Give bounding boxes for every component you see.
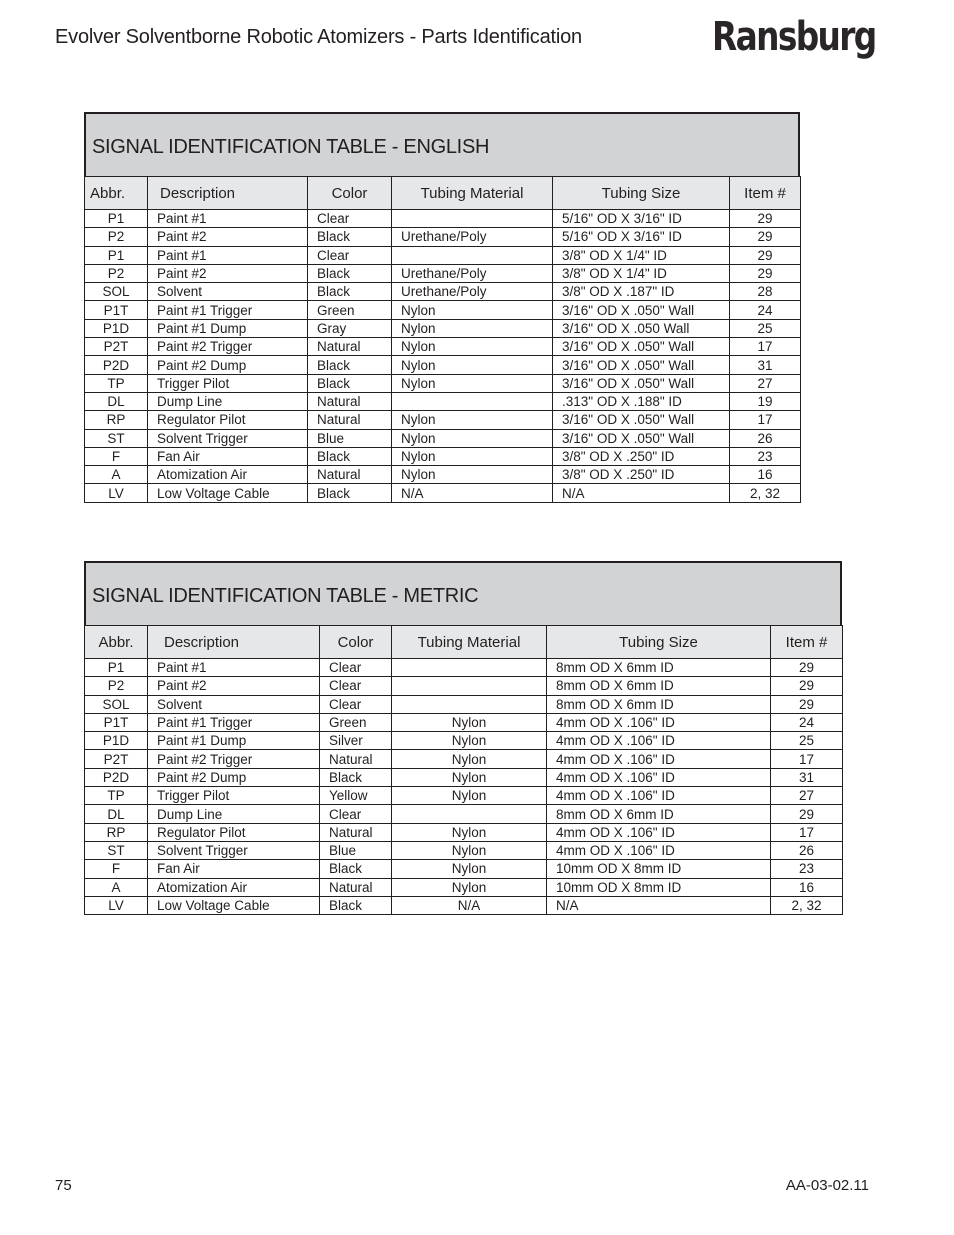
cell-tubing-material (392, 246, 553, 264)
cell-item-number: 23 (771, 860, 843, 878)
cell-tubing-size: 3/8" OD X 1/4" ID (553, 246, 730, 264)
table-row (85, 429, 801, 447)
table-row (85, 466, 801, 484)
table-row (85, 319, 801, 337)
table-row (85, 411, 801, 429)
cell-color: Clear (320, 659, 392, 677)
cell-abbr: SOL (85, 695, 148, 713)
cell-tubing-size: 4mm OD X .106" ID (547, 823, 771, 841)
table-row (85, 677, 843, 695)
cell-abbr: P2D (85, 768, 148, 786)
cell-item-number: 26 (771, 841, 843, 859)
cell-abbr: F (85, 860, 148, 878)
cell-color: Natural (308, 392, 392, 410)
cell-tubing-size: 3/8" OD X .187" ID (553, 283, 730, 301)
cell-color: Clear (320, 677, 392, 695)
cell-description: Paint #2 Trigger (148, 338, 308, 356)
cell-color: Black (308, 374, 392, 392)
cell-description: Paint #1 (148, 246, 308, 264)
cell-item-number: 26 (730, 429, 801, 447)
table-row (85, 768, 843, 786)
cell-description: Paint #1 Dump (148, 732, 320, 750)
header-color: Color (308, 177, 392, 210)
english-table-title: SIGNAL IDENTIFICATION TABLE - ENGLISH (84, 112, 800, 178)
cell-color: Black (320, 896, 392, 914)
cell-abbr: ST (85, 429, 148, 447)
cell-tubing-size: 3/8" OD X 1/4" ID (553, 264, 730, 282)
cell-item-number: 29 (730, 210, 801, 228)
cell-color: Natural (308, 466, 392, 484)
cell-tubing-material: Nylon (392, 768, 547, 786)
cell-description: Dump Line (148, 805, 320, 823)
metric-signal-table (84, 561, 842, 915)
cell-tubing-size: 3/16" OD X .050" Wall (553, 338, 730, 356)
cell-abbr: F (85, 447, 148, 465)
cell-description: Paint #1 (148, 210, 308, 228)
table-row (85, 392, 801, 410)
table-row (85, 374, 801, 392)
cell-tubing-size: 8mm OD X 6mm ID (547, 677, 771, 695)
cell-tubing-material: Nylon (392, 374, 553, 392)
cell-color: Black (308, 283, 392, 301)
table-row (85, 210, 801, 228)
cell-abbr: P1 (85, 659, 148, 677)
cell-tubing-material: Nylon (392, 860, 547, 878)
cell-tubing-size: .313" OD X .188" ID (553, 392, 730, 410)
cell-tubing-material: Urethane/Poly (392, 228, 553, 246)
cell-tubing-size: 3/16" OD X .050" Wall (553, 429, 730, 447)
header-description: Description (148, 626, 320, 659)
cell-item-number: 29 (730, 246, 801, 264)
header-item-number: Item # (771, 626, 843, 659)
cell-description: Solvent Trigger (148, 841, 320, 859)
table-row (85, 860, 843, 878)
cell-color: Clear (308, 246, 392, 264)
table-row (85, 713, 843, 731)
cell-color: Green (308, 301, 392, 319)
cell-tubing-size: N/A (547, 896, 771, 914)
cell-tubing-material: Nylon (392, 356, 553, 374)
cell-tubing-size: 10mm OD X 8mm ID (547, 860, 771, 878)
cell-description: Regulator Pilot (148, 823, 320, 841)
table-row (85, 823, 843, 841)
cell-abbr: P1D (85, 732, 148, 750)
cell-abbr: P1T (85, 713, 148, 731)
cell-tubing-material: Nylon (392, 319, 553, 337)
cell-tubing-material: Nylon (392, 841, 547, 859)
cell-abbr: A (85, 878, 148, 896)
cell-item-number: 29 (730, 228, 801, 246)
cell-tubing-size: 4mm OD X .106" ID (547, 713, 771, 731)
cell-item-number: 2, 32 (771, 896, 843, 914)
cell-abbr: P1 (85, 210, 148, 228)
cell-tubing-material (392, 392, 553, 410)
cell-tubing-material: Nylon (392, 466, 553, 484)
cell-tubing-size: 10mm OD X 8mm ID (547, 878, 771, 896)
cell-tubing-size: 4mm OD X .106" ID (547, 841, 771, 859)
cell-color: Black (308, 447, 392, 465)
cell-abbr: LV (85, 896, 148, 914)
cell-tubing-size: 4mm OD X .106" ID (547, 732, 771, 750)
cell-abbr: DL (85, 805, 148, 823)
cell-tubing-material: Nylon (392, 447, 553, 465)
table-row (85, 659, 843, 677)
cell-description: Atomization Air (148, 878, 320, 896)
header-description: Description (148, 177, 308, 210)
table-row (85, 228, 801, 246)
cell-item-number: 17 (771, 823, 843, 841)
cell-abbr: P2 (85, 677, 148, 695)
metric-table-grid (84, 625, 843, 915)
cell-description: Low Voltage Cable (148, 896, 320, 914)
cell-tubing-size: 4mm OD X .106" ID (547, 787, 771, 805)
cell-description: Solvent Trigger (148, 429, 308, 447)
cell-color: Natural (320, 878, 392, 896)
table-row (85, 750, 843, 768)
cell-description: Paint #1 Dump (148, 319, 308, 337)
table-row (85, 447, 801, 465)
metric-table-title: SIGNAL IDENTIFICATION TABLE - METRIC (84, 561, 842, 627)
cell-item-number: 17 (730, 411, 801, 429)
cell-tubing-material: N/A (392, 484, 553, 502)
cell-description: Paint #1 Trigger (148, 301, 308, 319)
cell-tubing-size: 3/16" OD X .050" Wall (553, 356, 730, 374)
cell-description: Paint #2 (148, 264, 308, 282)
cell-abbr: P2T (85, 338, 148, 356)
cell-tubing-size: N/A (553, 484, 730, 502)
cell-color: Black (308, 264, 392, 282)
cell-tubing-material: Nylon (392, 338, 553, 356)
cell-tubing-material (392, 677, 547, 695)
table-row (85, 841, 843, 859)
header-abbr: Abbr. (85, 177, 148, 210)
cell-item-number: 28 (730, 283, 801, 301)
cell-item-number: 29 (771, 659, 843, 677)
cell-item-number: 17 (730, 338, 801, 356)
cell-abbr: SOL (85, 283, 148, 301)
cell-tubing-size: 3/8" OD X .250" ID (553, 447, 730, 465)
cell-tubing-size: 3/8" OD X .250" ID (553, 466, 730, 484)
header-tubing-material: Tubing Material (392, 626, 547, 659)
cell-color: Natural (320, 750, 392, 768)
cell-tubing-material (392, 210, 553, 228)
cell-description: Paint #2 Trigger (148, 750, 320, 768)
ransburg-logo: Ransburg (712, 14, 876, 60)
cell-description: Solvent (148, 283, 308, 301)
cell-description: Low Voltage Cable (148, 484, 308, 502)
header-abbr: Abbr. (85, 626, 148, 659)
cell-tubing-material (392, 805, 547, 823)
cell-tubing-material: Nylon (392, 750, 547, 768)
cell-item-number: 25 (730, 319, 801, 337)
cell-abbr: P2 (85, 264, 148, 282)
cell-abbr: A (85, 466, 148, 484)
cell-description: Trigger Pilot (148, 787, 320, 805)
cell-tubing-size: 8mm OD X 6mm ID (547, 695, 771, 713)
cell-color: Clear (320, 805, 392, 823)
cell-description: Paint #2 (148, 228, 308, 246)
cell-color: Black (320, 768, 392, 786)
cell-description: Solvent (148, 695, 320, 713)
cell-tubing-material: Urethane/Poly (392, 264, 553, 282)
cell-abbr: DL (85, 392, 148, 410)
page-number: 75 (55, 1177, 72, 1194)
cell-tubing-material: Nylon (392, 823, 547, 841)
cell-description: Dump Line (148, 392, 308, 410)
cell-color: Black (320, 860, 392, 878)
header-tubing-size: Tubing Size (553, 177, 730, 210)
cell-item-number: 17 (771, 750, 843, 768)
header-tubing-size: Tubing Size (547, 626, 771, 659)
table-row (85, 264, 801, 282)
english-table-grid (84, 176, 801, 503)
cell-item-number: 25 (771, 732, 843, 750)
cell-tubing-material: Nylon (392, 787, 547, 805)
cell-abbr: RP (85, 411, 148, 429)
cell-item-number: 24 (771, 713, 843, 731)
cell-tubing-material: Nylon (392, 878, 547, 896)
cell-color: Black (308, 484, 392, 502)
cell-description: Paint #2 (148, 677, 320, 695)
cell-item-number: 24 (730, 301, 801, 319)
table-row (85, 878, 843, 896)
cell-tubing-size: 3/16" OD X .050 Wall (553, 319, 730, 337)
cell-item-number: 16 (771, 878, 843, 896)
cell-color: Gray (308, 319, 392, 337)
cell-item-number: 27 (730, 374, 801, 392)
cell-description: Paint #2 Dump (148, 356, 308, 374)
cell-item-number: 16 (730, 466, 801, 484)
cell-description: Trigger Pilot (148, 374, 308, 392)
table-row (85, 695, 843, 713)
cell-tubing-material: Nylon (392, 429, 553, 447)
cell-item-number: 31 (730, 356, 801, 374)
cell-abbr: TP (85, 374, 148, 392)
cell-abbr: ST (85, 841, 148, 859)
cell-abbr: P2D (85, 356, 148, 374)
cell-description: Regulator Pilot (148, 411, 308, 429)
cell-description: Fan Air (148, 447, 308, 465)
table-row (85, 356, 801, 374)
table-row (85, 338, 801, 356)
table-header-row (85, 626, 843, 659)
cell-tubing-size: 4mm OD X .106" ID (547, 768, 771, 786)
cell-description: Atomization Air (148, 466, 308, 484)
cell-item-number: 23 (730, 447, 801, 465)
cell-item-number: 19 (730, 392, 801, 410)
cell-item-number: 29 (771, 805, 843, 823)
table-row (85, 484, 801, 502)
cell-color: Natural (308, 411, 392, 429)
cell-tubing-size: 3/16" OD X .050" Wall (553, 301, 730, 319)
cell-color: Silver (320, 732, 392, 750)
cell-item-number: 29 (771, 677, 843, 695)
cell-color: Clear (320, 695, 392, 713)
page-title: Evolver Solventborne Robotic Atomizers - Parts Identification (55, 26, 582, 48)
cell-tubing-material: N/A (392, 896, 547, 914)
cell-color: Blue (308, 429, 392, 447)
cell-item-number: 2, 32 (730, 484, 801, 502)
cell-tubing-size: 5/16" OD X 3/16" ID (553, 210, 730, 228)
cell-tubing-material (392, 659, 547, 677)
cell-color: Blue (320, 841, 392, 859)
cell-color: Green (320, 713, 392, 731)
cell-tubing-size: 8mm OD X 6mm ID (547, 659, 771, 677)
header-tubing-material: Tubing Material (392, 177, 553, 210)
table-row (85, 283, 801, 301)
cell-color: Yellow (320, 787, 392, 805)
cell-tubing-material: Urethane/Poly (392, 283, 553, 301)
cell-abbr: P2T (85, 750, 148, 768)
cell-abbr: P1D (85, 319, 148, 337)
cell-description: Paint #1 (148, 659, 320, 677)
document-code: AA-03-02.11 (785, 1177, 869, 1194)
cell-abbr: LV (85, 484, 148, 502)
cell-item-number: 29 (771, 695, 843, 713)
english-signal-table (84, 112, 800, 503)
cell-tubing-size: 5/16" OD X 3/16" ID (553, 228, 730, 246)
cell-tubing-size: 3/16" OD X .050" Wall (553, 374, 730, 392)
cell-item-number: 31 (771, 768, 843, 786)
cell-abbr: TP (85, 787, 148, 805)
cell-tubing-size: 8mm OD X 6mm ID (547, 805, 771, 823)
cell-abbr: P2 (85, 228, 148, 246)
cell-abbr: P1 (85, 246, 148, 264)
table-row (85, 246, 801, 264)
cell-tubing-material: Nylon (392, 713, 547, 731)
cell-color: Clear (308, 210, 392, 228)
cell-tubing-material: Nylon (392, 732, 547, 750)
table-row (85, 896, 843, 914)
table-row (85, 805, 843, 823)
cell-color: Natural (308, 338, 392, 356)
cell-tubing-material (392, 695, 547, 713)
table-row (85, 301, 801, 319)
cell-item-number: 27 (771, 787, 843, 805)
cell-tubing-size: 3/16" OD X .050" Wall (553, 411, 730, 429)
cell-tubing-material: Nylon (392, 411, 553, 429)
table-row (85, 787, 843, 805)
cell-tubing-material: Nylon (392, 301, 553, 319)
cell-description: Paint #1 Trigger (148, 713, 320, 731)
cell-color: Natural (320, 823, 392, 841)
table-row (85, 732, 843, 750)
cell-item-number: 29 (730, 264, 801, 282)
cell-abbr: RP (85, 823, 148, 841)
cell-description: Paint #2 Dump (148, 768, 320, 786)
table-header-row (85, 177, 801, 210)
cell-abbr: P1T (85, 301, 148, 319)
header-item-number: Item # (730, 177, 801, 210)
cell-tubing-size: 4mm OD X .106" ID (547, 750, 771, 768)
cell-description: Fan Air (148, 860, 320, 878)
header-color: Color (320, 626, 392, 659)
cell-color: Black (308, 356, 392, 374)
cell-color: Black (308, 228, 392, 246)
